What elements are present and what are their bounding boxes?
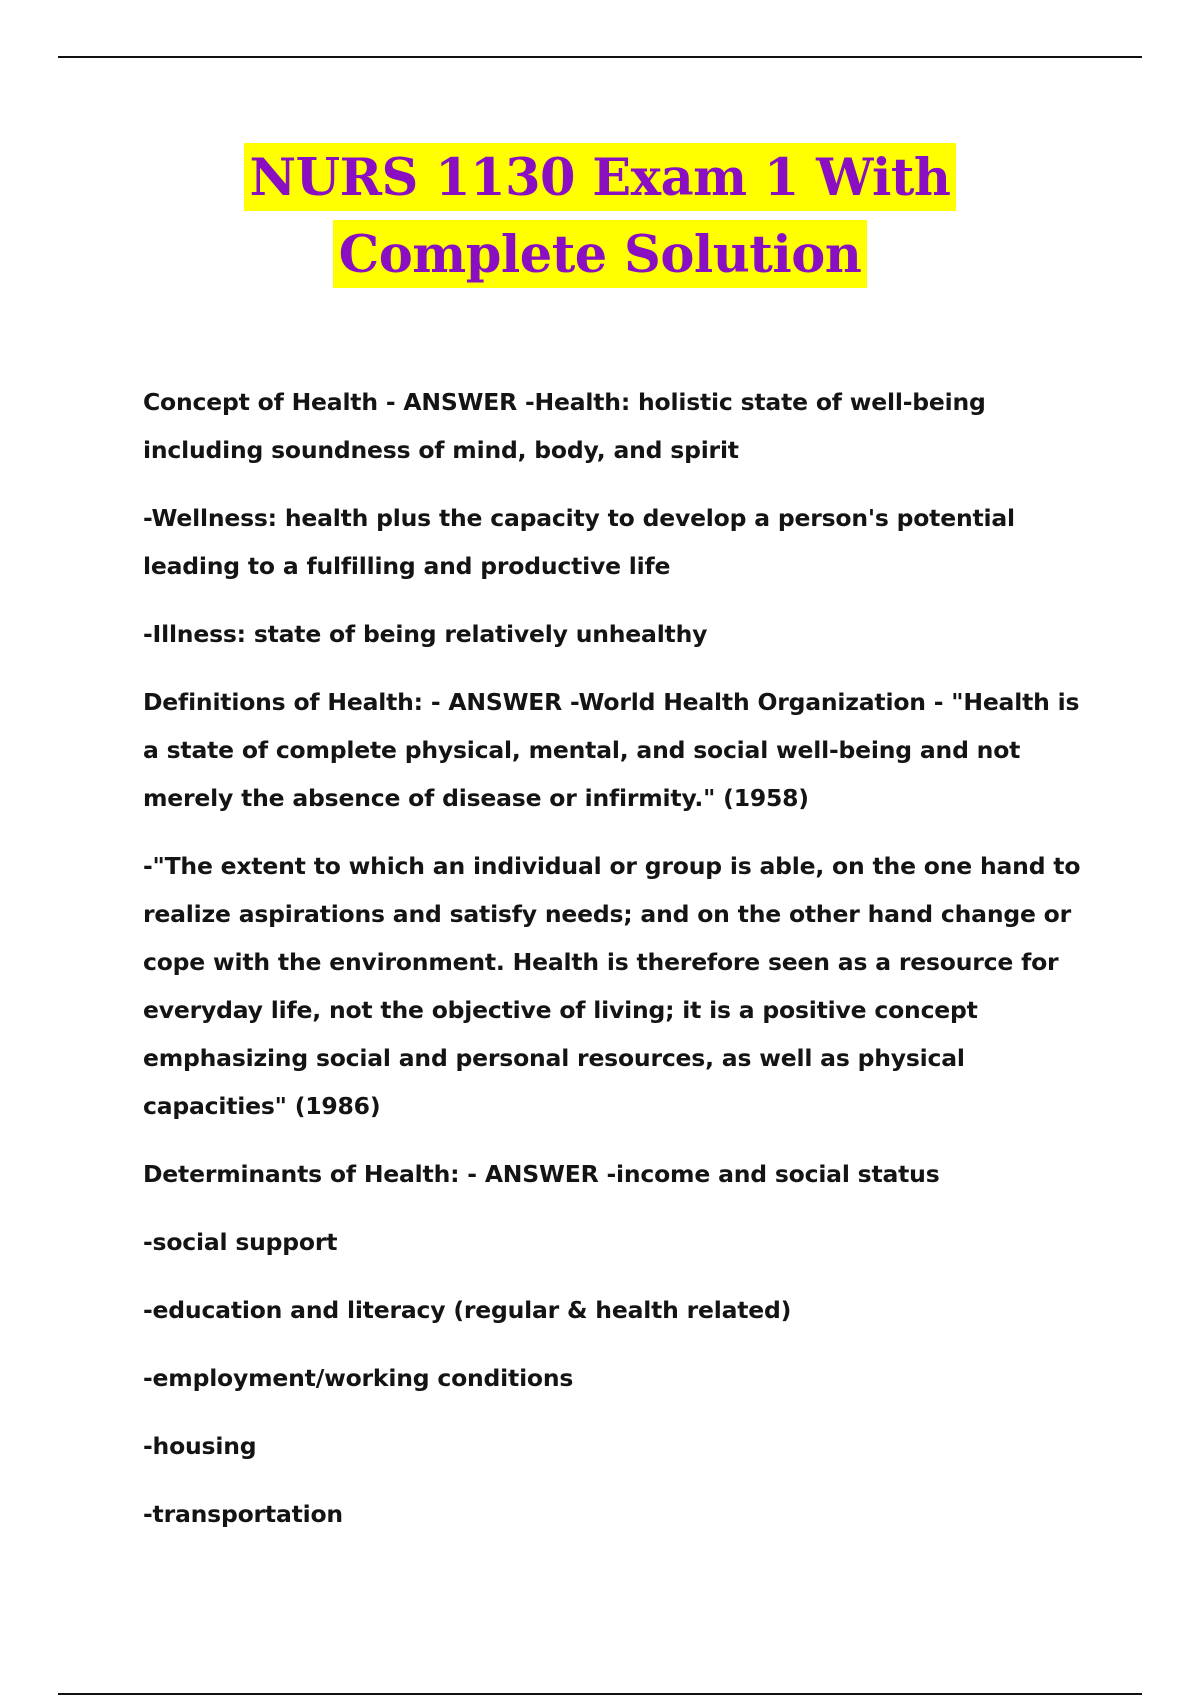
paragraph-concept-of-health: Concept of Health - ANSWER -Health: holistic state of well-being including soundness of mind, body, and spirit bbox=[143, 388, 986, 464]
paragraph-determinants-of-health: Determinants of Health: - ANSWER -income and social status bbox=[143, 1160, 940, 1188]
paragraph-social-support: -social support bbox=[143, 1228, 338, 1256]
title-line-2: Complete Solution bbox=[333, 220, 868, 288]
bottom-rule bbox=[58, 1693, 1142, 1695]
document-title bbox=[0, 140, 1200, 294]
paragraph-definitions-of-health: Definitions of Health: - ANSWER -World Health Organization - "Health is a state of complete physical, mental, and social well-being and not merely the absence of disease or infirmity." (1958) bbox=[143, 688, 1080, 812]
paragraph-extent-quote: -"The extent to which an individual or group is able, on the one hand to realize aspirations and satisfy needs; and on the other hand change or cope with the environment. Health is therefore seen as a resource for everyday life, not the objective of living; it is a positive concept emphasizing social and personal resources, as well as physical capacities" (1986) bbox=[143, 852, 1081, 1120]
paragraph-employment: -employment/working conditions bbox=[143, 1364, 574, 1392]
title-line-1: NURS 1130 Exam 1 With bbox=[244, 143, 957, 211]
paragraph-transportation: -transportation bbox=[143, 1500, 343, 1528]
paragraph-wellness: -Wellness: health plus the capacity to develop a person's potential leading to a fulfilling and productive life bbox=[143, 504, 1015, 580]
paragraph-education-literacy: -education and literacy (regular & health related) bbox=[143, 1296, 792, 1324]
paragraph-illness: -Illness: state of being relatively unhealthy bbox=[143, 620, 708, 648]
document-body bbox=[143, 378, 1093, 1558]
paragraph-housing: -housing bbox=[143, 1432, 257, 1460]
top-rule bbox=[58, 56, 1142, 58]
